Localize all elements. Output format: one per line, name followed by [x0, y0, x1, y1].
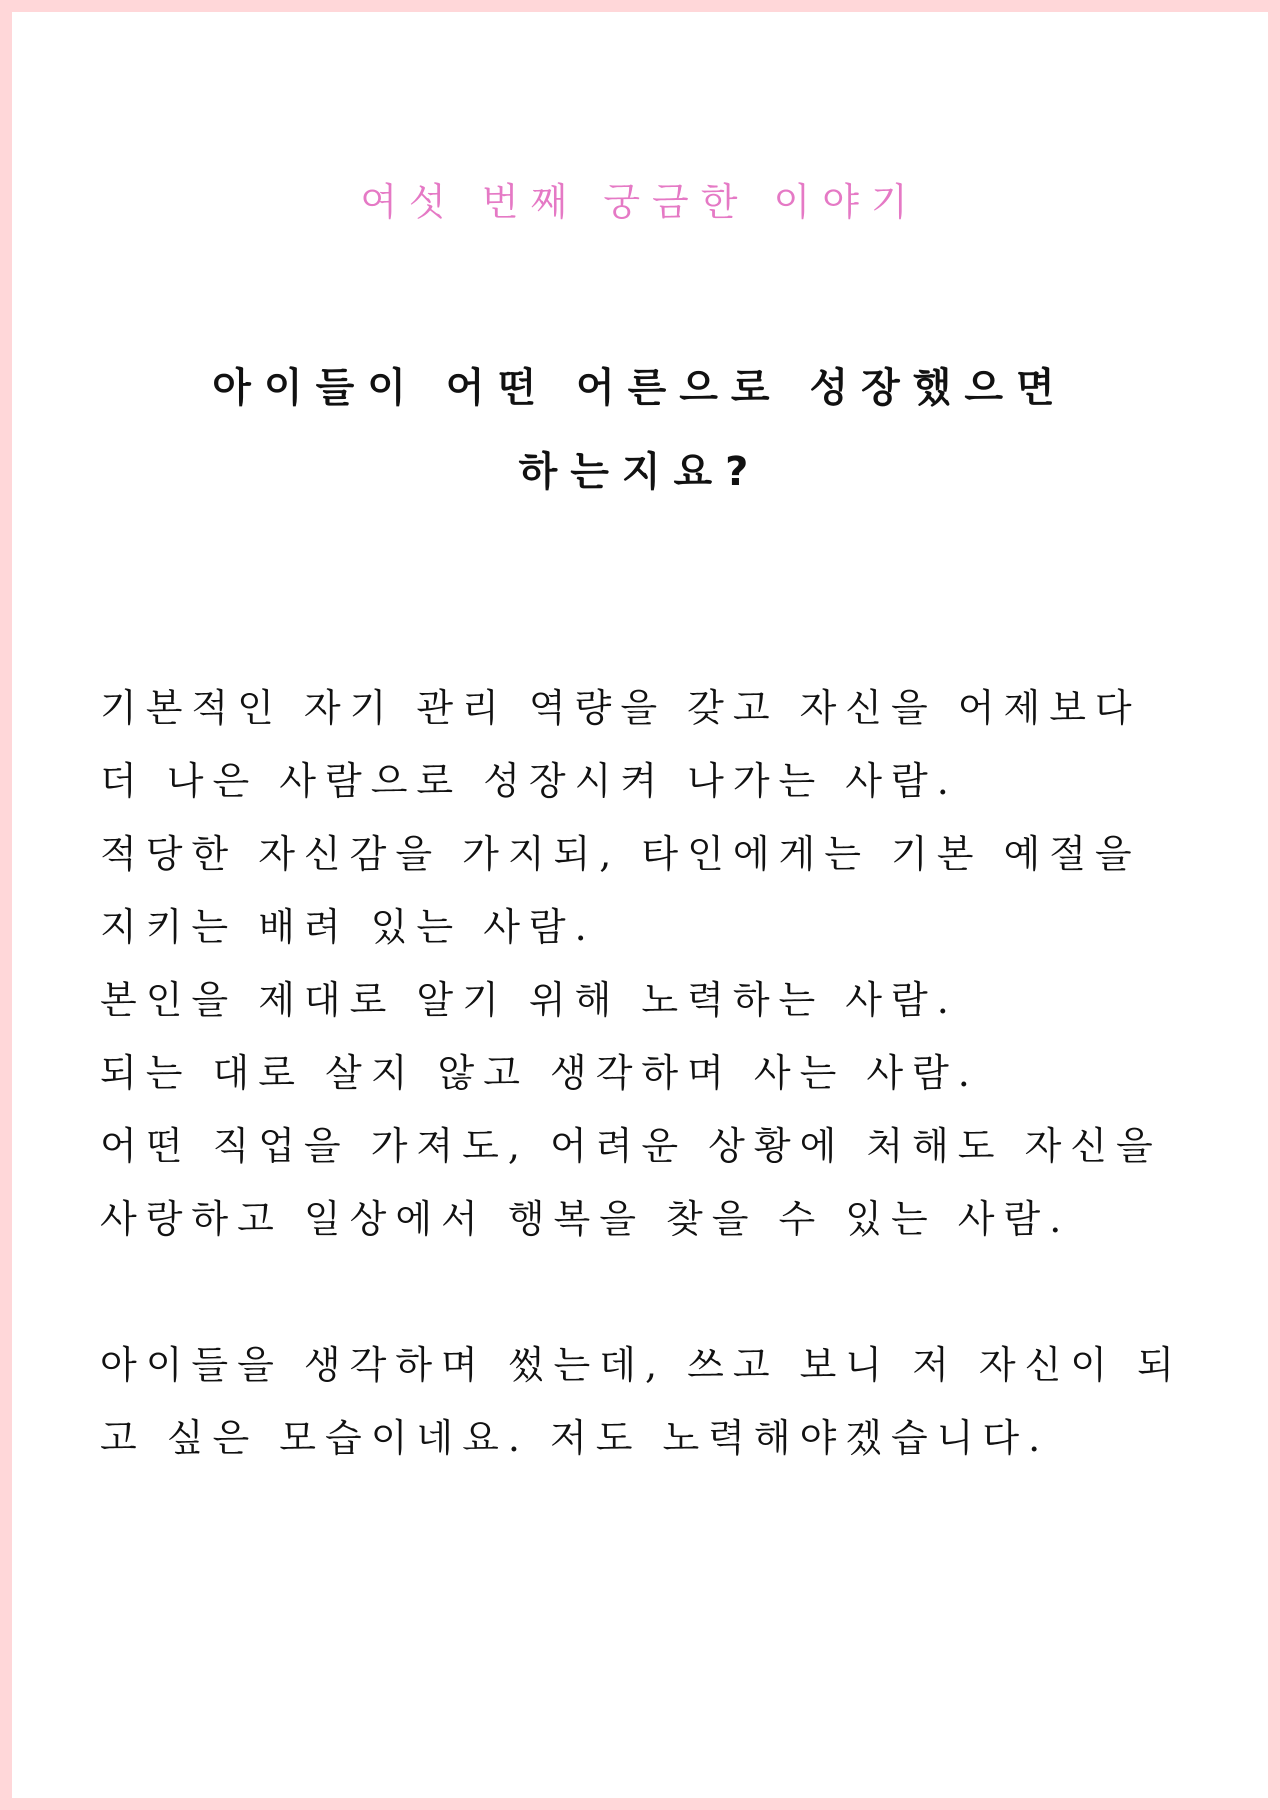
page-title — [152, 346, 1128, 514]
body-paragraph: 기본적인 자기 관리 역량을 갖고 자신을 어제보다 더 나은 사람으로 성장시켜 나가는 사람. — [100, 686, 1141, 803]
section-kicker: 여섯 번째 궁금한 이야기 — [360, 180, 920, 224]
body-paragraph: 본인을 제대로 알기 위해 노력하는 사람. — [100, 978, 958, 1022]
closing-paragraph: 아이들을 생각하며 썼는데, 쓰고 보니 저 자신이 되고 싶은 모습이네요. 저도 노력해야겠습니다. — [100, 1343, 1183, 1460]
body-paragraph: 적당한 자신감을 가지되, 타인에게는 기본 예절을 지키는 배려 있는 사람. — [100, 832, 1141, 949]
body-paragraph: 되는 대로 살지 않고 생각하며 사는 사람. — [100, 1051, 979, 1095]
paragraph-spacer — [100, 1256, 1190, 1329]
body-paragraph: 어떤 직업을 가져도, 어려운 상황에 처해도 자신을 사랑하고 일상에서 행복을 찾을 수 있는 사람. — [100, 1124, 1162, 1241]
title-line-1: 아이들이 어떤 어른으로 성장했으면 — [212, 365, 1068, 411]
title-line-2: 하는지요? — [518, 449, 762, 495]
page — [12, 12, 1268, 1798]
body-text — [100, 672, 1190, 1475]
